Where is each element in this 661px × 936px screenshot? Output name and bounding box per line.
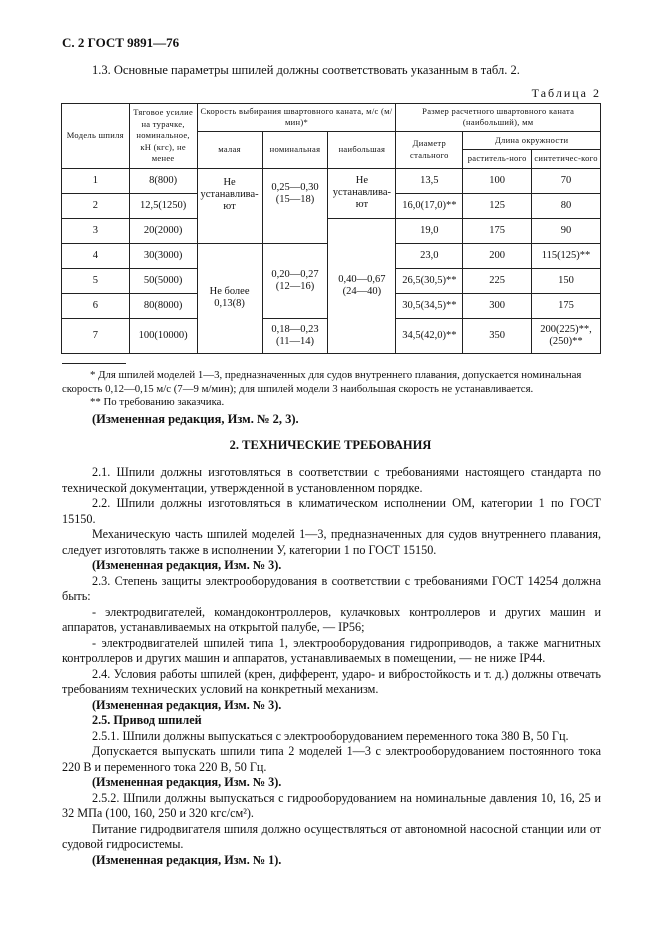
edit-note: (Измененная редакция, Изм. № 2, 3). xyxy=(92,412,299,426)
cell-vegetable: 125 xyxy=(463,193,532,218)
cell-speed-nominal: 0,18—0,23 (11—14) xyxy=(262,318,328,353)
cell-vegetable: 300 xyxy=(463,293,532,318)
cell-vegetable: 200 xyxy=(463,243,532,268)
intro-paragraph: 1.3. Основные параметры шпилей должны соответствовать указанным в табл. 2. xyxy=(92,63,520,77)
cell-vegetable: 175 xyxy=(463,218,532,243)
body-paragraph: (Измененная редакция, Изм. № 1). xyxy=(92,852,282,867)
cell-vegetable: 225 xyxy=(463,268,532,293)
body-paragraph: - электродвигателей шпилей типа 1, электрооборудования гидроприводов, а также магнитных контроллеров и других машин и аппаратов, устанавливаемых в помещении, — не ниже IP44. xyxy=(62,635,601,665)
body-paragraph: 2.5.2. Шпили должны выпускаться с гидрооборудованием на номинальные давления 10, 16, 25 и 32 МПа (100, 160, 250 и 320 кгс/см²). xyxy=(62,790,601,820)
body-paragraph: (Измененная редакция, Изм. № 3). xyxy=(92,558,282,572)
cell-force: 12,5(1250) xyxy=(129,193,197,218)
cell-synthetic: 70 xyxy=(532,168,601,193)
footnotes xyxy=(62,369,602,410)
cell-speed-low: Не устанавлива-ют xyxy=(197,168,262,243)
footnote-customer: ** По требованию заказчика. xyxy=(90,396,225,408)
cell-speed-nominal-empty xyxy=(262,218,328,243)
header-vegetable: раститель-ного xyxy=(463,150,532,167)
cell-synthetic: 200(225)**, (250)** xyxy=(532,318,601,353)
footnote-rule xyxy=(62,363,126,364)
cell-speed-max: Не устанавлива-ют xyxy=(328,168,396,218)
header-speed-max: наибольшая xyxy=(328,131,396,168)
cell-diameter: 13,5 xyxy=(396,168,463,193)
parameters-table xyxy=(61,103,601,354)
body-paragraph: 2.5. Привод шпилей xyxy=(92,713,202,727)
cell-model: 4 xyxy=(62,243,130,268)
body-paragraph: Допускается выпускать шпили типа 2 моделей 1—3 с электрооборудованием постоянного тока 220 В и переменного тока 220 В, 50 Гц. xyxy=(62,744,601,774)
body-paragraph: Механическую часть шпилей моделей 1—3, предназначенных для судов внутреннего плавания, следует изготовлять также в исполнении У, категории 1 по ГОСТ 15150. xyxy=(62,527,601,557)
section-title: 2. ТЕХНИЧЕСКИЕ ТРЕБОВАНИЯ xyxy=(229,438,432,452)
footnote-speed: * Для шпилей моделей 1—3, предназначенных для судов внутреннего плавания, допускается номинальная скорость 0,12—0,15 м/с (7—9 м/мин); для шпилей модели 3 наибольшая скорость не устанавливается. xyxy=(62,369,582,395)
cell-diameter: 34,5(42,0)** xyxy=(396,318,463,353)
cell-diameter: 16,0(17,0)** xyxy=(396,193,463,218)
body-paragraph: 2.4. Условия работы шпилей (крен, дифферент, ударо- и вибростойкость и т. д.) должны отвечать требованиям технических условий на конкретный механизм. xyxy=(62,666,601,696)
cell-diameter: 30,5(34,5)** xyxy=(396,293,463,318)
cell-force: 20(2000) xyxy=(129,218,197,243)
body-paragraph: 2.2. Шпили должны изготовляться в климатическом исполнении ОМ, категории 1 по ГОСТ 15150. xyxy=(62,496,601,526)
body-paragraph: - электродвигателей, командоконтроллеров, кулачковых контроллеров и других машин и аппаратов, устанавливаемых на открытой палубе, — IP56; xyxy=(62,604,601,634)
body-paragraph: Питание гидродвигателя шпиля должно осуществляться от автономной насосной станции или от судовой гидросистемы. xyxy=(62,821,601,851)
cell-diameter: 23,0 xyxy=(396,243,463,268)
header-steel-diameter: Диаметр стального xyxy=(396,131,463,168)
body-paragraph: (Измененная редакция, Изм. № 3). xyxy=(92,697,282,712)
cell-model: 6 xyxy=(62,293,130,318)
header-speed: Скорость выбирания швартовного каната, м/с (м/мин)* xyxy=(197,104,396,132)
cell-diameter: 26,5(30,5)** xyxy=(396,268,463,293)
cell-model: 3 xyxy=(62,218,130,243)
cell-model: 5 xyxy=(62,268,130,293)
header-speed-nominal: номинальная xyxy=(262,131,328,168)
table-caption: Таблица 2 xyxy=(531,86,601,100)
header-rope-size: Размер расчетного швартовного каната (наибольший), мм xyxy=(396,104,601,132)
body-paragraph: 2.1. Шпили должны изготовляться в соответствии с требованиями настоящего стандарта по технической документации, утвержденной в установленном порядке. xyxy=(62,465,601,495)
cell-force: 100(10000) xyxy=(129,318,197,353)
cell-vegetable: 100 xyxy=(463,168,532,193)
cell-synthetic: 80 xyxy=(532,193,601,218)
cell-force: 50(5000) xyxy=(129,268,197,293)
cell-force: 8(800) xyxy=(129,168,197,193)
cell-speed-max: 0,40—0,67 (24—40) xyxy=(328,218,396,353)
cell-speed-nominal: 0,20—0,27 (12—16) xyxy=(262,243,328,318)
body-paragraph: 2.5.1. Шпили должны выпускаться с электрооборудованием переменного тока 380 В, 50 Гц. xyxy=(92,728,569,743)
page-header: С. 2 ГОСТ 9891—76 xyxy=(62,35,180,50)
cell-model: 1 xyxy=(62,168,130,193)
cell-synthetic: 150 xyxy=(532,268,601,293)
cell-speed-low: Не более 0,13(8) xyxy=(197,243,262,353)
body-paragraph: (Измененная редакция, Изм. № 3). xyxy=(92,775,282,789)
cell-diameter: 19,0 xyxy=(396,218,463,243)
header-circumference: Длина окружности xyxy=(463,132,600,150)
cell-force: 30(3000) xyxy=(129,243,197,268)
cell-synthetic: 90 xyxy=(532,218,601,243)
cell-force: 80(8000) xyxy=(129,293,197,318)
body-text xyxy=(62,465,601,868)
body-paragraph: 2.3. Степень защиты электрооборудования в соответствии с требованиями ГОСТ 14254 должна быть: xyxy=(62,573,601,603)
header-model: Модель шпиля xyxy=(62,104,130,169)
header-force: Тяговое усилие на турачке, номинальное, кН (кгс), не менее xyxy=(129,104,197,169)
header-speed-low: малая xyxy=(197,131,262,168)
cell-model: 7 xyxy=(62,318,130,353)
cell-vegetable: 350 xyxy=(463,318,532,353)
header-synthetic: синтетичес-кого xyxy=(534,153,598,164)
header-circumference-group xyxy=(463,131,601,168)
cell-synthetic: 115(125)** xyxy=(532,243,601,268)
cell-speed-nominal: 0,25—0,30 (15—18) xyxy=(262,168,328,218)
cell-model: 2 xyxy=(62,193,130,218)
cell-synthetic: 175 xyxy=(532,293,601,318)
